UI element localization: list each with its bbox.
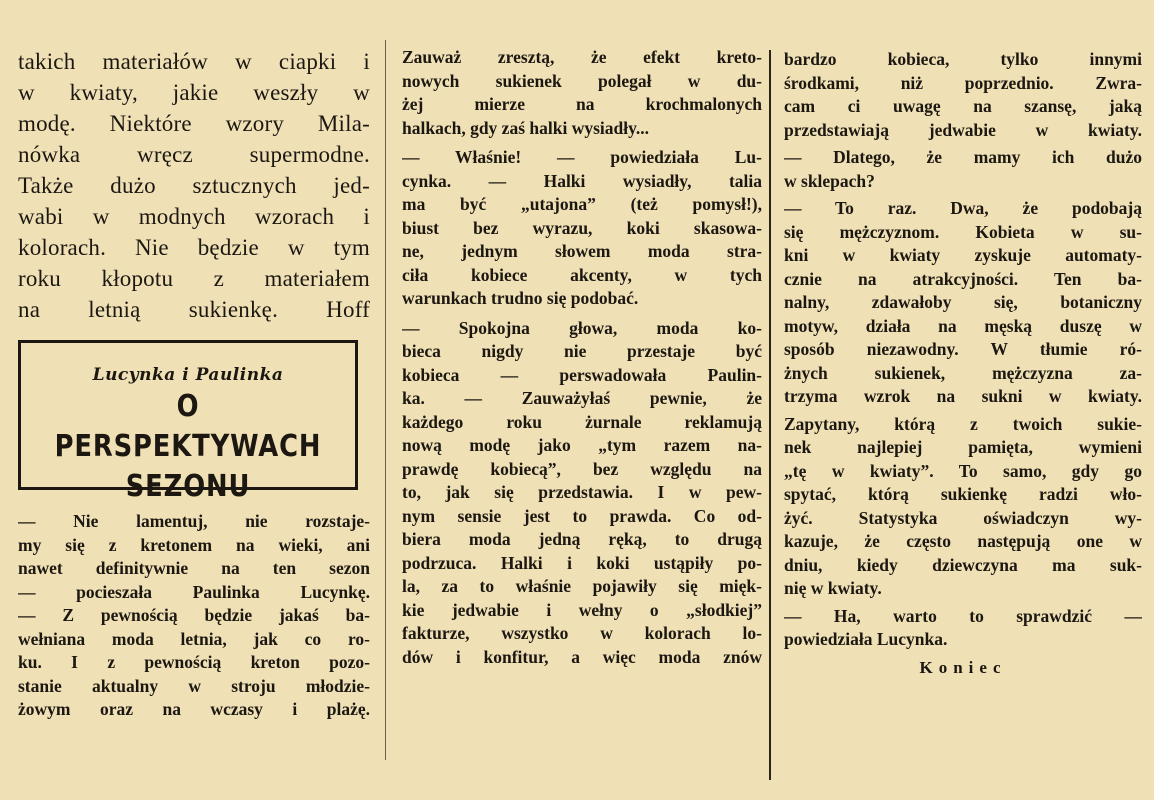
text-line: — pocieszała Paulinka Lucynkę. (18, 581, 370, 602)
text-line: trzyma wzrok na sukni w kwiaty. (784, 386, 1142, 406)
text-line: my się z kretonem na wieki, ani (18, 534, 370, 555)
text-line: Zapytany, którą z twoich sukie- (784, 413, 1142, 434)
text-line: nową modę jako „tym razem na- (402, 435, 762, 455)
text-line: ku. I z pewnością kreton pozo- (18, 652, 370, 672)
text-line: cam ci uwagę na szansę, jaką (784, 96, 1142, 116)
column-1-bottom-text (18, 510, 370, 722)
text-line: „tę w kwiaty”. To samo, gdy go (784, 460, 1142, 481)
text-line: — Nie lamentuj, nie rozstaje- (18, 511, 370, 531)
text-line: ma być „utajona” (też pomysł!), (402, 194, 762, 214)
text-line: ciła kobiece akcenty, w tych (402, 264, 762, 285)
headline-line-1: O PERSPEKTYWACH (54, 389, 322, 464)
text-line: Zauważ zresztą, że efekt kreto- (402, 47, 762, 67)
text-line: nek najlepiej pamięta, wymieni (784, 437, 1142, 457)
end-marker: Koniec (919, 657, 1007, 677)
text-line: kobieca — perswadowała Paulin- (402, 364, 762, 385)
text-line: — Z pewnością będzie jakaś ba- (18, 605, 370, 625)
text-line: Także dużo sztucznych jed- (18, 173, 370, 198)
text-line: przedstawiają jedwabie w kwiaty. (784, 119, 1142, 140)
text-line: to, jak się przedstawia. I w pew- (402, 482, 762, 502)
text-line: cynka. — Halki wysiadły, talia (402, 170, 762, 191)
column-3-text (784, 0, 1142, 652)
column-2 (402, 0, 762, 800)
text-line: dniu, kiedy dziewczyna ma suk- (784, 554, 1142, 575)
text-line: nym sensie jest to prawda. Co od- (402, 505, 762, 526)
text-line: nawet definitywnie na ten sezon (18, 558, 370, 578)
text-line: biera moda jedną ręką, to drugą (402, 529, 762, 549)
text-line: sposób niezawodny. W tłumie ró- (784, 339, 1142, 359)
text-line: kni w kwiaty zyskuje automaty- (784, 245, 1142, 265)
text-line: modę. Niektóre wzory Mila- (18, 111, 370, 136)
text-line: — Właśnie! — powiedziała Lu- (402, 147, 762, 167)
text-line: — Spokojna głowa, moda ko- (402, 317, 762, 338)
column-2-text (402, 0, 762, 669)
text-line: nię w kwiaty. (784, 578, 882, 598)
text-line: takich materiałów w ciapki i (18, 49, 370, 74)
text-line: motyw, działa na męską duszę w (784, 315, 1142, 336)
text-line: — Ha, warto to sprawdzić — (784, 605, 1142, 626)
text-line: wabi w modnych wzorach i (18, 204, 370, 229)
text-line: w kwiaty, jakie weszły w (18, 80, 370, 105)
text-line: kazuje, że często następują one w (784, 531, 1142, 551)
text-line: stanie aktualny w stroju młodzie- (18, 675, 370, 696)
text-line: się mężczyznom. Kobieta w su- (784, 221, 1142, 242)
text-line: kie jedwabie i wełny o „słodkiej” (402, 599, 762, 620)
text-line: dów i konfitur, a więc moda znów (402, 646, 762, 667)
text-line: w sklepach? (784, 170, 875, 191)
text-line: cznie na atrakcyjności. Ten ba- (784, 268, 1142, 289)
column-rule-2 (769, 50, 771, 780)
text-line: — To raz. Dwa, że podobają (784, 198, 1142, 218)
text-line: spytać, którą sukienkę radzi wło- (784, 484, 1142, 504)
text-line: fakturze, wszystko w kolorach lo- (402, 623, 762, 643)
text-line: każdego roku żurnale reklamują (402, 411, 762, 432)
article-title-box (18, 340, 358, 504)
series-kicker: Lucynka i Paulinka (92, 365, 284, 385)
text-line: bieca nigdy nie przestaje być (402, 341, 762, 361)
text-line: bardzo kobieca, tylko innymi (784, 49, 1142, 69)
text-line: ne, jednym słowem moda stra- (402, 241, 762, 261)
text-line: warunkach trudno się podobać. (402, 288, 639, 308)
text-line: na letnią sukienkę. Hoff (18, 297, 370, 322)
text-line: la, za to właśnie pojawiły się mięk- (402, 576, 762, 596)
text-line: prawdę kobiecą”, bez względu na (402, 458, 762, 479)
column-1-top-text (18, 0, 370, 325)
text-line: powiedziała Lucynka. (784, 629, 948, 649)
text-line: środkami, niż poprzednio. Zwra- (784, 72, 1142, 93)
text-line: nówka wręcz supermodne. (18, 142, 370, 167)
text-line: roku kłopotu z materiałem (18, 266, 370, 291)
text-line: nalny, zdawałoby się, botaniczny (784, 292, 1142, 312)
text-line: żnych sukienek, mężczyzna za- (784, 362, 1142, 383)
text-line: biust bez wyrazu, koki skasowa- (402, 217, 762, 238)
headline (44, 387, 331, 507)
column-rule-1 (385, 40, 386, 760)
text-line: ka. — Zauważyłaś pewnie, że (402, 388, 762, 408)
text-line: żowym oraz na wczasy i plażę. (18, 699, 370, 719)
headline-line-2: SEZONU (125, 469, 251, 504)
text-line: nowych sukienek polegał w du- (402, 70, 762, 91)
text-line: kolorach. Nie będzie w tym (18, 235, 370, 260)
text-line: — Dlatego, że mamy ich dużo (784, 147, 1142, 167)
text-line: wełniana moda letnia, jak co ro- (18, 628, 370, 649)
text-line: żej mierze na krochmalonych (402, 94, 762, 114)
text-line: halkach, gdy zaś halki wysiadły... (402, 117, 650, 138)
text-line: żyć. Statystyka oświadczyn wy- (784, 507, 1142, 528)
column-3 (784, 0, 1142, 800)
text-line: podrzuca. Halki i koki ustąpiły po- (402, 552, 762, 573)
